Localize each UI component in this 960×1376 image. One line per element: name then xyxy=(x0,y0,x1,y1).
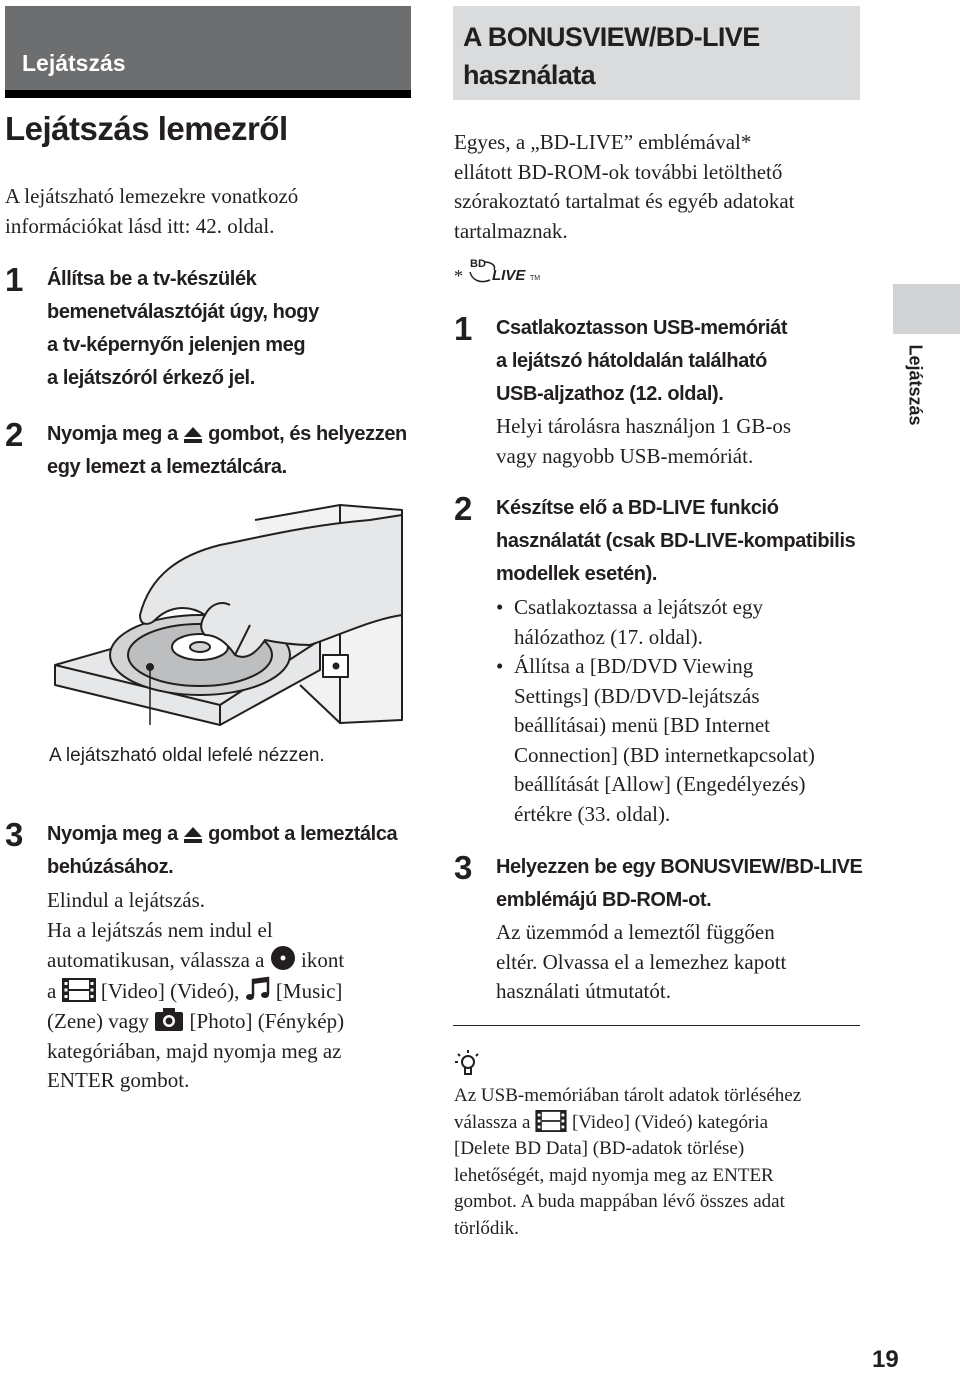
bullet-line: hálózathoz (17. oldal). xyxy=(514,624,703,649)
tip-line: [Delete BD Data] (BD-adatok törlése) xyxy=(454,1138,745,1160)
intro-line: Egyes, a „BD-LIVE” emblémával* xyxy=(454,130,752,154)
bonusview-header xyxy=(453,6,860,100)
video-icon xyxy=(535,1110,567,1132)
step-number: 1 xyxy=(5,261,24,298)
step-text: gombot, és helyezzen xyxy=(208,423,407,445)
body-line: eltér. Olvassa el a lemezhez kapott xyxy=(496,949,787,974)
bonusview-step-2-bullets xyxy=(496,593,866,829)
step-line: behúzásához. xyxy=(47,856,174,878)
body-line: ENTER gombot. xyxy=(47,1068,190,1092)
step-line: Helyezzen be egy BONUSVIEW/BD-LIVE xyxy=(496,856,863,878)
section-header xyxy=(5,6,411,98)
logo-live: LIVE xyxy=(492,267,526,284)
step-line: modellek esetén). xyxy=(496,563,658,585)
body-text: (Zene) vagy xyxy=(47,1009,150,1033)
music-icon xyxy=(245,976,271,1002)
step-line: Készítse elő a BD-LIVE funkció xyxy=(496,497,779,519)
bullet-line: Connection] (BD internetkapcsolat) xyxy=(514,742,815,767)
bonusview-title: használata xyxy=(463,60,596,90)
step-text: Nyomja meg a xyxy=(47,423,178,445)
step-line: Állítsa be a tv-készülék xyxy=(47,268,257,290)
page-title: Lejátszás lemezről xyxy=(5,110,288,147)
body-line: Elindul a lejátszás. xyxy=(47,888,206,912)
bullet-dot: • xyxy=(496,654,504,678)
step-line: használatát (csak BD-LIVE-kompatibilis xyxy=(496,530,856,552)
bonusview-title: A BONUSVIEW/BD-LIVE xyxy=(463,22,760,52)
video-icon xyxy=(62,978,96,1002)
camera-icon xyxy=(154,1006,184,1032)
tip-fragment: [Video] (Videó) kategória xyxy=(571,1111,769,1133)
body-text: [Video] (Videó), xyxy=(100,978,240,1003)
bonusview-step-2-heading xyxy=(496,492,855,591)
step-3-heading xyxy=(47,818,417,884)
bonusview-intro xyxy=(454,128,795,246)
bullet-line: értékre (33. oldal). xyxy=(514,801,671,826)
bullet-line: Állítsa a [BD/DVD Viewing xyxy=(514,654,754,678)
section-header-label: Lejátszás xyxy=(22,50,126,76)
tip-line: Az USB-memóriában tárolt adatok törléséhez xyxy=(454,1085,802,1106)
bullet-item xyxy=(496,652,866,829)
bonusview-step-1-heading xyxy=(496,312,787,411)
step-line: a lejátszó hátoldalán található xyxy=(496,350,767,372)
lightbulb-icon xyxy=(454,1048,480,1078)
disc-tray-illustration xyxy=(40,495,410,730)
tip-line: gombot. A buda mappában lévő összes adat xyxy=(454,1191,785,1213)
page-number: 19 xyxy=(872,1346,899,1373)
bonusview-step-3-heading xyxy=(496,851,862,917)
step-number: 2 xyxy=(5,416,24,453)
body-line: Helyi tárolásra használjon 1 GB-os xyxy=(496,414,792,438)
step-line: a tv-képernyőn jelenjen meg xyxy=(47,334,306,356)
bullet-line: Csatlakoztassa a lejátszót egy xyxy=(514,595,763,619)
bonusview-step-3-body xyxy=(496,918,786,1007)
intro-line: tartalmaznak. xyxy=(454,218,568,243)
divider xyxy=(453,1025,860,1026)
body-text: automatikusan, válassza a xyxy=(47,948,265,972)
body-text: [Photo] (Fénykép) xyxy=(189,1009,345,1033)
bullet-dot: • xyxy=(496,595,504,619)
bullet-line: beállítását [Allow] (Engedélyezés) xyxy=(514,772,806,796)
step-2-heading xyxy=(47,418,417,484)
body-line: Ha a lejátszás nem indul el xyxy=(47,917,273,942)
eject-icon xyxy=(183,826,203,844)
step-text: gombot a lemeztálca xyxy=(208,823,398,845)
side-tab-label: Lejátszás xyxy=(905,344,926,426)
tip-fragment: válassza a xyxy=(454,1111,531,1133)
tip-line: lehetőségét, majd nyomja meg az ENTER xyxy=(454,1164,774,1186)
side-tab-marker xyxy=(893,284,960,334)
body-line: kategóriában, majd nyomja meg az xyxy=(47,1038,342,1063)
step-3-body xyxy=(47,886,417,1096)
tip-line: törlődik. xyxy=(454,1217,519,1239)
step-line: emblémájú BD-ROM-ot. xyxy=(496,889,712,911)
bullet-line: Settings] (BD/DVD-lejátszás xyxy=(514,683,760,708)
intro-line: információkat lásd itt: 42. oldal. xyxy=(5,213,275,238)
illustration-caption: A lejátszható oldal lefelé nézzen. xyxy=(49,745,325,766)
intro-line: A lejátszható lemezekre vonatkozó xyxy=(5,184,299,208)
step-line: bemenetválasztóját úgy, hogy xyxy=(47,301,319,323)
eject-icon xyxy=(183,426,203,444)
step-number: 1 xyxy=(454,310,473,347)
body-text: ikont xyxy=(301,948,345,972)
step-text: Nyomja meg a xyxy=(47,823,178,845)
step-line: egy lemezt a lemeztálcára. xyxy=(47,456,287,478)
step-1-heading xyxy=(47,263,319,395)
logo-asterisk: * xyxy=(454,266,463,286)
intro-line: ellátott BD-ROM-ok további letölthető xyxy=(454,159,783,184)
logo-bd: BD xyxy=(470,258,486,270)
body-text: [Music] xyxy=(275,978,343,1003)
intro-text xyxy=(5,182,298,241)
body-line: Az üzemmód a lemeztől függően xyxy=(496,920,775,944)
step-number: 3 xyxy=(5,816,24,853)
bullet-line: beállításai) menü [BD Internet xyxy=(514,713,770,737)
step-line: Csatlakoztasson USB-memóriát xyxy=(496,317,788,339)
tip-text xyxy=(454,1083,864,1243)
body-text: a xyxy=(47,978,57,1003)
disc-icon xyxy=(270,945,296,971)
bullet-item xyxy=(496,593,866,652)
body-line: vagy nagyobb USB-memóriát. xyxy=(496,443,754,468)
bd-live-logo xyxy=(454,258,554,290)
bonusview-step-1-body xyxy=(496,412,791,471)
side-tab xyxy=(900,340,930,430)
step-line: a lejátszóról érkező jel. xyxy=(47,367,255,389)
logo-tm: TM xyxy=(530,275,541,282)
intro-line: szórakoztató tartalmat és egyéb adatokat xyxy=(454,189,795,213)
step-number: 2 xyxy=(454,490,473,527)
step-line: USB-aljzathoz (12. oldal). xyxy=(496,383,724,405)
body-line: használati útmutatót. xyxy=(496,979,671,1003)
step-number: 3 xyxy=(454,849,473,886)
